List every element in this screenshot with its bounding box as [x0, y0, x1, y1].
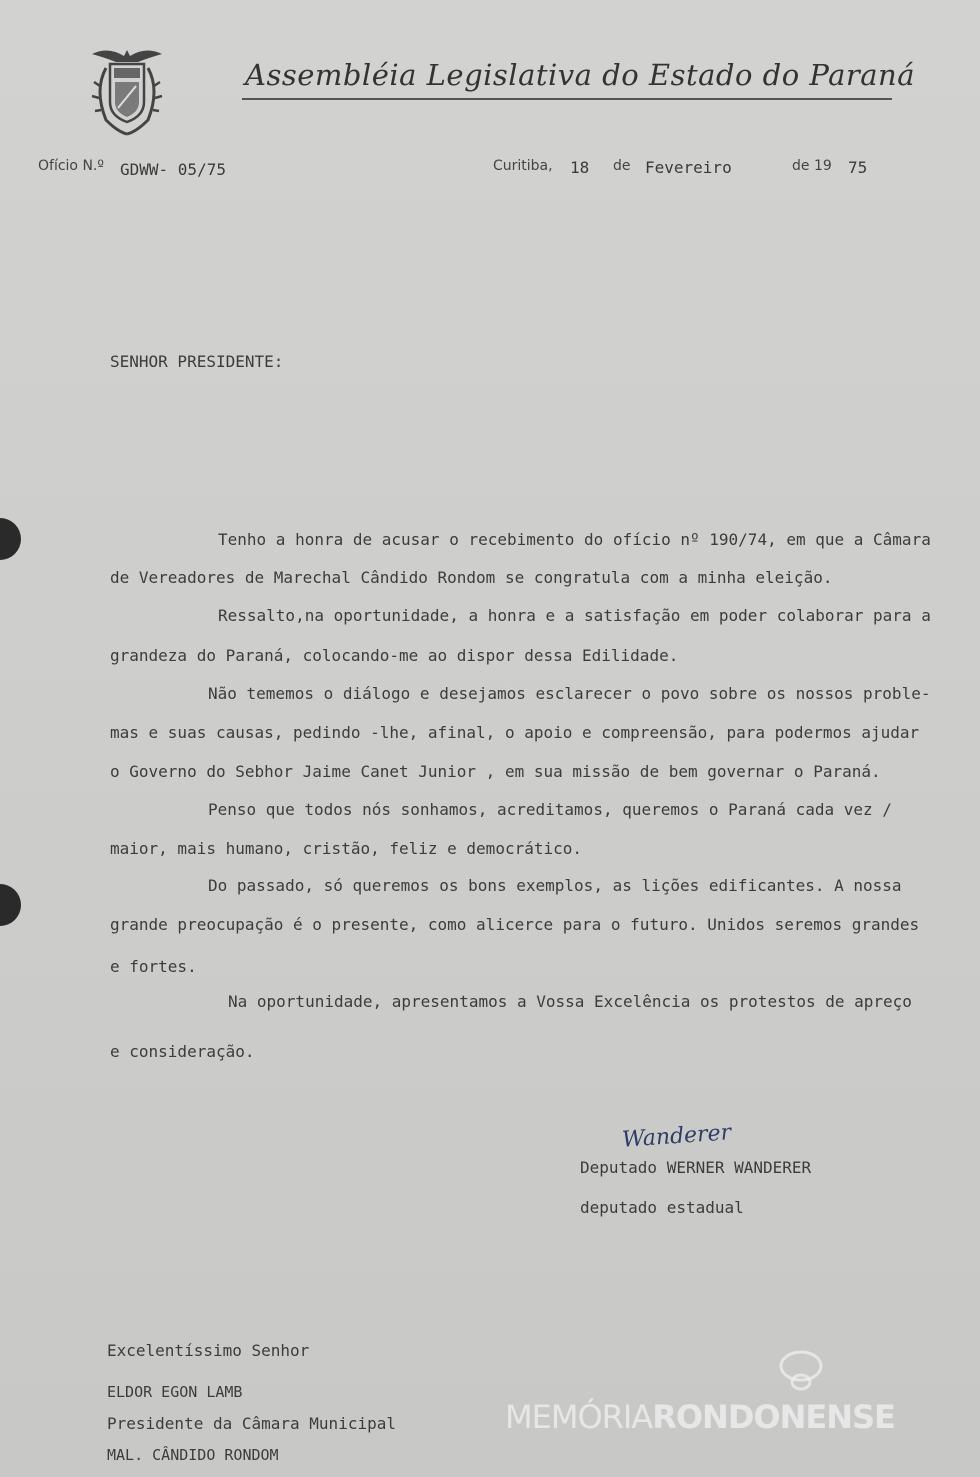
- coat-of-arms-icon: [88, 46, 166, 138]
- body-line: Ressalto,na oportunidade, a honra e a satisfação em poder colaborar para a: [218, 606, 931, 625]
- body-line: e consideração.: [110, 1042, 255, 1061]
- body-line: o Governo do Sebhor Jaime Canet Junior , em sua missão de bem governar o Paraná.: [110, 762, 881, 781]
- date-de-label: de: [613, 158, 631, 174]
- punch-hole: [0, 518, 21, 560]
- oficio-number: GDWW- 05/75: [120, 160, 226, 179]
- date-day: 18: [570, 158, 590, 177]
- body-line: Do passado, só queremos os bons exemplos, as lições edificantes. A nossa: [208, 876, 902, 895]
- watermark-light: MEMÓRIA: [505, 1398, 653, 1436]
- body-line: grande preocupação é o presente, como alicerce para o futuro. Unidos seremos grandes: [110, 915, 920, 934]
- body-line: Penso que todos nós sonhamos, acreditamos, queremos o Paraná cada vez /: [208, 800, 892, 819]
- body-line: Tenho a honra de acusar o recebimento do ofício nº 190/74, em que a Câmara: [218, 530, 931, 549]
- watermark-logo-icon: [776, 1348, 826, 1398]
- oficio-label: Ofício N.º: [38, 158, 104, 174]
- letterhead-title: Assembléia Legislativa do Estado do Paraná: [245, 58, 916, 92]
- handwritten-signature: Wanderer: [621, 1120, 732, 1153]
- body-line: mas e suas causas, pedindo -lhe, afinal, o apoio e compreensão, para podermos ajudar: [110, 723, 920, 742]
- addressee-city: MAL. CÂNDIDO RONDOM: [107, 1446, 279, 1464]
- date-year-suffix: 75: [848, 158, 868, 177]
- body-line: Não tememos o diálogo e desejamos esclarecer o povo sobre os nossos proble-: [208, 684, 931, 703]
- body-line: de Vereadores de Marechal Cândido Rondom se congratula com a minha eleição.: [110, 568, 833, 587]
- body-line: grandeza do Paraná, colocando-me ao dispor dessa Edilidade.: [110, 646, 679, 665]
- city-label: Curitiba,: [493, 158, 553, 174]
- addressee-salutation: Excelentíssimo Senhor: [107, 1341, 310, 1360]
- body-line: Na oportunidade, apresentamos a Vossa Excelência os protestos de apreço: [228, 992, 912, 1011]
- signer-title: deputado estadual: [580, 1198, 744, 1217]
- body-line: maior, mais humano, cristão, feliz e democrático.: [110, 839, 583, 858]
- signer-name: Deputado WERNER WANDERER: [580, 1158, 812, 1177]
- addressee-position: Presidente da Câmara Municipal: [107, 1414, 396, 1433]
- watermark-text: [505, 1398, 895, 1436]
- watermark-bold: RONDONENSE: [652, 1398, 895, 1436]
- punch-hole: [0, 884, 21, 926]
- date-year-prefix: de 19: [792, 158, 832, 174]
- addressee-name: ELDOR EGON LAMB: [107, 1383, 243, 1401]
- date-month: Fevereiro: [645, 158, 732, 177]
- salutation: SENHOR PRESIDENTE:: [110, 352, 284, 371]
- letterhead-rule: [242, 98, 892, 100]
- body-line: e fortes.: [110, 957, 197, 976]
